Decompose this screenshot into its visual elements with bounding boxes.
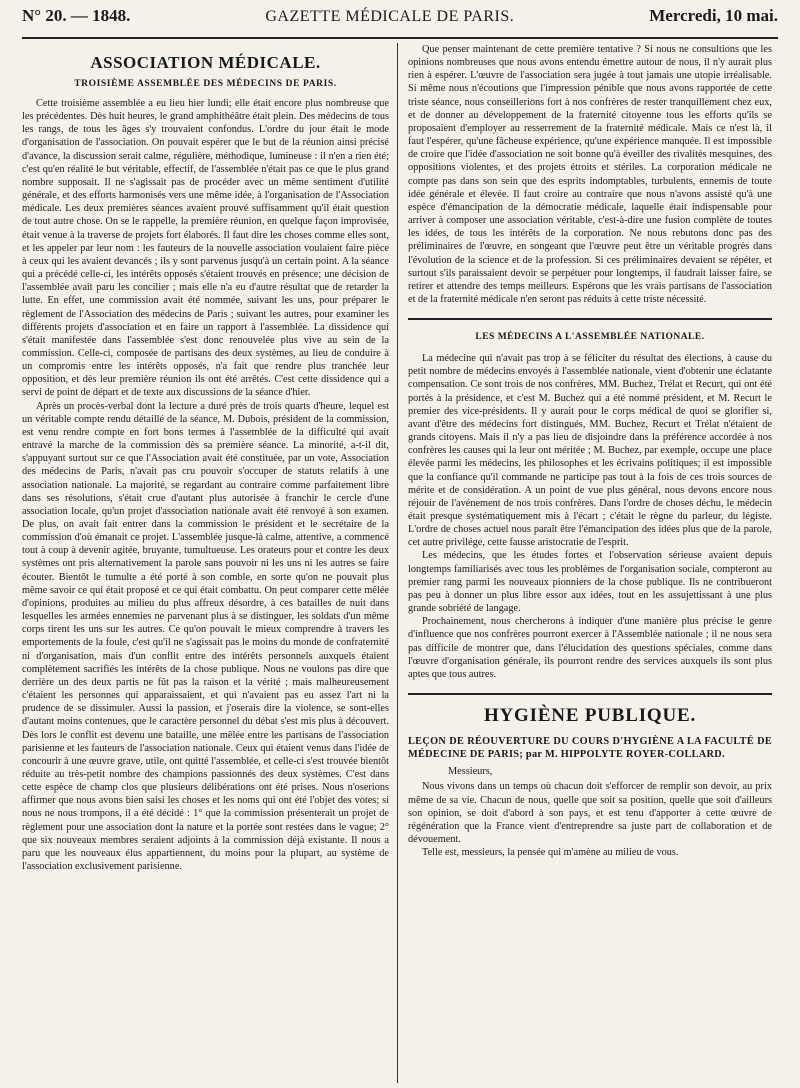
section-divider	[408, 318, 772, 320]
left-column	[22, 43, 397, 1083]
section-title-national-assembly: LES MÉDECINS A L'ASSEMBLÉE NATIONALE.	[475, 332, 705, 343]
lecture-title: LEÇON DE RÉOUVERTURE DU COURS D'HYGIÈNE A LA FACULTÉ DE MÉDECINE DE PARIS; par M. HIPPOLYTE ROYER-COLLARD.	[408, 736, 772, 761]
paragraph: Après un procès-verbal dont la lecture a duré près de trois quarts d'heure, lequel est un véritable compte rendu détaillé de la séance, M. Dubois, président de la commission, est venu rendre compte en fort bons termes à l'assemblée de la difficulté qui avait entravé la marche de la commission dès sa première séance. La minorité, a-t-il dit, s'appuyant surtout sur ce que l'Association avait été constituée, par un vote, Association des médecins de Paris, n'avait pas cru pouvoir s'occuper de statuts relatifs à une association nationale. La majorité, se regardant au contraire comme parfaitement libre dans ses résolutions, s'était crue d'autant plus autorisée à franchir le cercle d'une association locale, qu'un projet d'association nationale avait été renvoyé à son examen. De plus, on avait fait entrer dans la commission le président et le secrétaire de la commission d'où émanait ce projet. L'assemblée jusque-là calme, attentive, a commencé tout à coup à devenir agitée, bruyante, tumultueuse. Les orateurs pour et contre les deux systèmes ont pris alternativement la parole sans pouvoir ni les uns ni les autres se faire écouter. Bientôt le tumulte a été porté à son comble, en sorte qu'on ne pouvait plus même savoir ce qui était proposé et ce qui était combattu. On peut comparer cette mêlée d'opinions, produites au milieu du plus affreux désordre, à ces batailles de nuit dans lesquelles les armées ennemies ne parvenant plus à se distinguer, les soldats d'un même corps tirent les uns sur les autres. Ce qu'on pouvait le mieux comprendre à travers les emportements de la foule, c'est qu'il ne s'agissait pas le moins du monde de confraternité ni d'organisation, mais d'un conflit entre des intérêts personnels auxquels étaient complètement sacrifiés les intérêts de la chose publique. Nous ne voulons pas dire que derrière un des deux partis ne fût pas la raison et la vérité ; mais malheureusement c'étaient les personnes qui apparaissaient, et qui n'avaient pas eu assez l'art ni la prudence de se dissimuler. Aussi la passion, et j'oserais dire la violence, se sont-elles d'autant moins contenues, que le caractère personnel du débat s'est mis plus à découvert. Dès lors le conflit est devenu une bataille, une mêlée entre les partisans de l'association parisienne et les fauteurs de l'association nationale. Ceux qui étaient venus dans l'idée de concourir à une œuvre grave, utile, ont quitté l'assemblée, et celle-ci s'est trouvée bientôt réduite au très-petit nombre des champions passionnés des deux systèmes. C'est dans cette espèce de champ clos que plusieurs délibérations ont été prises. Nous n'oserions affirmer que nous avons bien saisi les choses et les noms qui ont été l'objet des votes; si nous ne nous trompons, il a été décidé : 1° que la commission présenterait un projet de règlement pour une association dont la nature et la portée sont restées dans le vague; 2° que six nouveaux membres seraient adjoints à la commission déjà existante. Il nous a paru que les nouveaux élus appartiennent, du moins pour la plupart, au système de l'association exclusivement parisienne.	[22, 400, 389, 873]
columns	[22, 43, 778, 1083]
paragraph: La médecine qui n'avait pas trop à se féliciter du résultat des élections, à cause du petit nombre de médecins envoyés à l'assemblée nationale, vient d'obtenir une éclatante compensation. Ce sont trois de nos confrères, MM. Buchez, Trélat et Recurt, qui ont été portés à la présidence, et c'est M. Buchez qui a été nommé président, et M. Recurt le premier des vice-présidents. Il y aurait pour le corps médical de quoi se glorifier si, avant d'être des médecins fort distingués, MM. Buchez, Recurt et Trélat n'étaient de grands citoyens. Mais il n'y a pas lieu de disjoindre dans la préférence accordée à nos confrères les causes qui la leur ont méritée ; M. Buchez, par exemple, occupe une place élevée parmi les médecins, les philosophes et les écrivains politiques; il est impossible que la confiance qu'il commande ne participe pas tout à la fois de ces trois sources de mérite et de considération. A un point de vue plus général, nous devons encore nous réjouir de l'avénement de nos trois confrères. Dans l'ordre de choses déchu, le médecin était presque systématiquement mis à l'écart ; c'était le règne du parleur, du légiste. L'ordre de choses actuel nous paraît être l'émancipation des idées plus que de la parole, cet autre privilége, cette fausse aristocratie de l'esprit.	[408, 353, 772, 549]
section-divider	[408, 693, 772, 695]
masthead	[22, 6, 778, 39]
paragraph: Cette troisième assemblée a eu lieu hier lundi; elle était encore plus nombreuse que les précédentes. Dès huit heures, le grand amphithéâtre était plein. Des médecins de tous les rangs, de tous les âges s'y trouvaient confondus. L'ordre du jour était le mode d'organisation de l'association. On pouvait espérer que le but de la réunion ainsi précisé d'avance, la discussion serait calme, régulière, méthodique, lumineuse : il n'en a rien été; c'est qu'en réalité le but véritable, effectif, de l'assemblée n'était pas ce que le plus grand nombre supposait. Il ne s'agissait pas de procéder avec un même sentiment d'utilité générale, et des efforts harmonisés vers une même idée, à l'organisation de l'Association médicale. Les deux premières séances avaient prouvé suffisamment qu'il était question de tout autre chose. On se le rappelle, la première réunion, en quelque façon improvisée, était venue à la traverse de projets fort élaborés. Il faut dire les choses comme elles sont, et les appeler par leur nom : les fauteurs de la nouvelle association voulaient faire pièce à ceux qui les avaient devancés ; ils y sont parvenus jusqu'à un certain point. A la séance qui a précédé celle-ci, les intérêts opposés s'étaient trouvés en présence; une décision de l'assemblée avait paru les concilier ; mais elle n'a eu d'autre résultat que de retarder la lutte. En effet, une commission avait été nommée, suivant les uns, pour préparer le règlement de l'Association des médecins de Paris ; suivant les autres, pour examiner les différents projets d'association et en faire un rapport à l'assemblée. La dissidence qui s'était manifestée dans l'assemblée s'est donc renouvelée plus vive au sein de la commission. Celle-ci, composée de partisans des deux systèmes, au lieu de conduire à un compromis entre les intérêts opposés, n'a fait que rendre plus tranchée leur opposition, et dès leur première réunion ils ont été arrêtés. C'est cette dissidence qui a servi de point de départ et de texte aux discussions de la séance d'hier.	[22, 98, 389, 399]
right-column	[397, 43, 772, 1083]
subtitle-assembly: TROISIÈME ASSEMBLÉE DES MÉDECINS DE PARIS.	[74, 79, 337, 89]
section-title-association: ASSOCIATION MÉDICALE.	[90, 53, 321, 72]
section-title-hygiene: HYGIÈNE PUBLIQUE.	[483, 705, 697, 727]
paragraph: Nous vivons dans un temps où chacun doit s'efforcer de remplir son devoir, au prix même de sa vie. Chacun de nous, quelle que soit sa position, quelle que soit d'ailleurs son opinion, se doit d'abord à son pays, et est tenu d'apporter à cette œuvre de régénération que la France vient d'entreprendre sa juste part de collaboration et de dévouement.	[408, 781, 772, 846]
paragraph: Telle est, messieurs, la pensée qui m'amène au milieu de vous.	[422, 847, 679, 859]
newspaper-title: GAZETTE MÉDICALE DE PARIS.	[265, 8, 515, 25]
paragraph: Les médecins, que les études fortes et l'observation sérieuse avaient depuis longtemps familiarisés avec tous les problèmes de l'organisation sociale, compteront au premier rang parmi les nouveaux pionniers de la chose publique. Ils ne contribueront pas peu à donner un plus libre essor aux idées, tout en les assujettissant à une plus grande sobriété de langage.	[408, 550, 772, 615]
paragraph: Prochainement, nous chercherons à indiquer d'une manière plus précise le genre d'influence que nos confrères pourront exercer à l'Assemblée nationale ; il ne nous sera pas difficile de montrer que, dans l'élucidation des questions spéciales, comme dans l'œuvre d'organisation générale, ils pourront rendre des services auxquels ils sont plus aptes que tous autres.	[408, 616, 772, 680]
issue-date: Mercredi, 10 mai.	[649, 6, 778, 25]
paragraph: Que penser maintenant de cette première tentative ? Si nous ne consultions que les opinions nombreuses que nous avons entendu émettre autour de nous, il n'y aurait plus rien à espérer. L'œuvre de l'association sera jugée à tout jamais une utopie irréalisable. Si même nous n'écoutions que l'impression pénible que nous avons rapportée de cette triste séance, nous conseillerions fort à nos confrères de rester tranquillement chez eux, et de donner au développement de la fraternité citoyenne tous les efforts qu'ils se proposaient d'employer au resserrement de la fraternité médicale. Mais ce n'est là, il faut l'espérer, qu'une fâcheuse expérience, qu'une expérience manquée. Il est impossible de croire que l'idée d'association ne soit bonne qu'à éveiller des rivalités mesquines, des oppositions violentes, et des projets étroits et stériles. La corporation médicale ne compte pas dans son sein que des esprits indomptables, turbulents, ennemis de toute idée générale et élevée. Il faut croire au contraire que nous n'avons assisté qu'à une espèce d'émancipation de la démocratie médicale, laquelle était indispensable pour arriver à composer une association véritable, c'est-à-dire une fusion complète de toutes les idées, de tous les intérêts de la corporation. Ne nous rebutons donc pas des préliminaires de l'œuvre, en songeant que l'œuvre peut être un véritable progrès dans l'évolution de la science et de la profession. Si ces préliminaires devaient se répéter, et surtout s'ils paraissaient devoir se perpétuer pour longtemps, il faudrait laisser faire, se retirer et attendre des temps meilleurs. Espérons que les vrais partisans de l'association et de la fraternité médicale n'en seront pas réduits à cette triste nécessité.	[408, 44, 772, 305]
issue-number: N° 20. — 1848.	[22, 6, 131, 25]
salutation: Messieurs,	[448, 766, 493, 778]
